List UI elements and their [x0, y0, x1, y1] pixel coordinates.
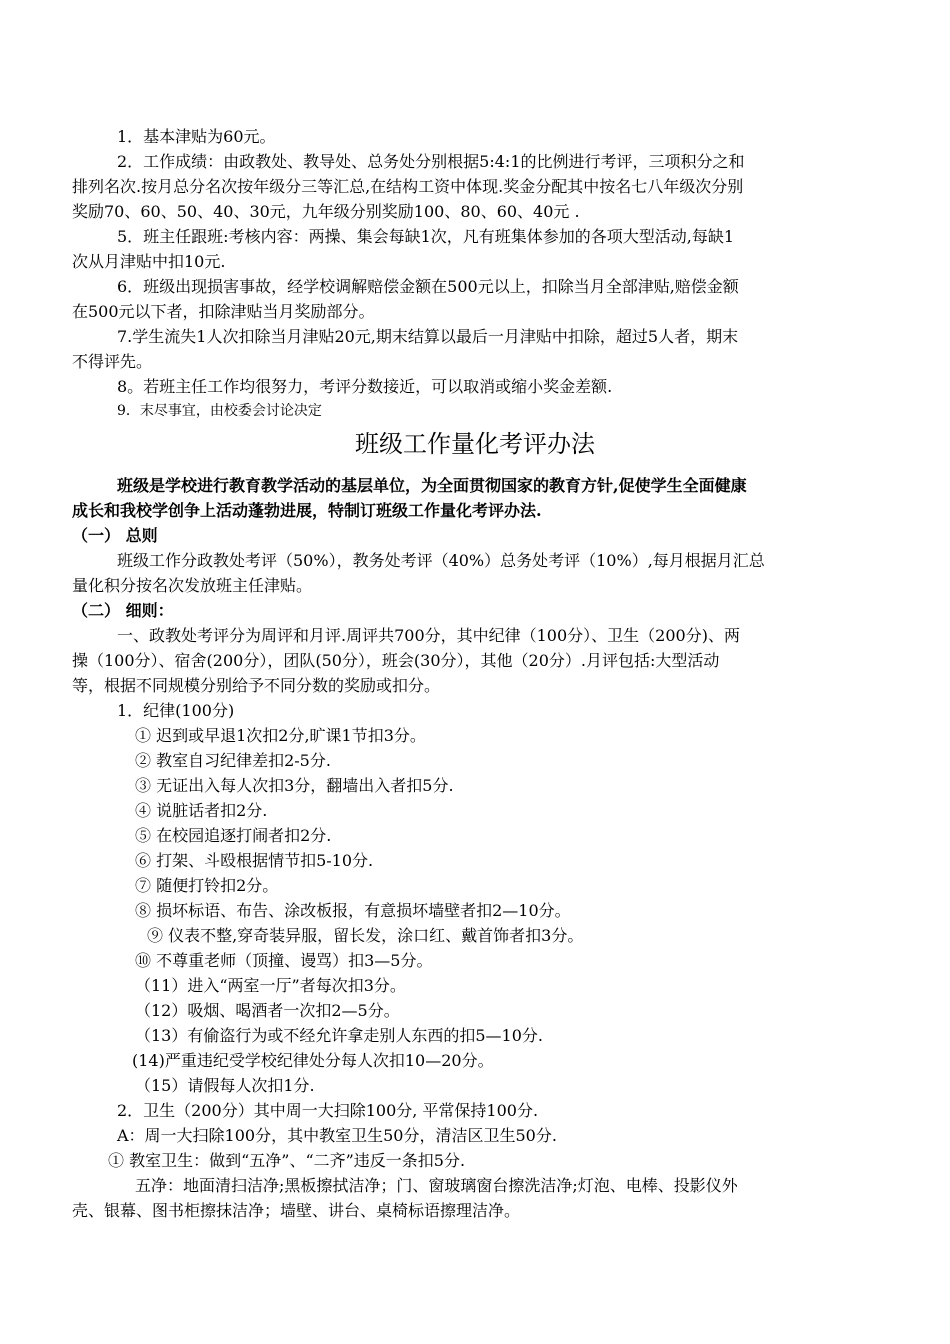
discipline-item: ⑨ 仪表不整,穿奇装异服，留长发，涂口红、戴首饰者扣3分。 [147, 926, 584, 945]
paragraph-line: 一、政教处考评分为周评和月评.周评共700分，其中纪律（100分）、卫生（200分)、两 [117, 626, 740, 645]
paragraph-line: 5．班主任跟班:考核内容：两操、集会每缺1次，凡有班集体参加的各项大型活动,每缺1 [117, 227, 735, 246]
paragraph-line: 次从月津贴中扣10元. [72, 252, 226, 271]
discipline-item: ⑥ 打架、斗殴根据情节扣5-10分. [135, 851, 374, 870]
paragraph-line: 6．班级出现损害事故，经学校调解赔偿金额在500元以上，扣除当月全部津贴,赔偿金额 [117, 277, 739, 296]
paragraph-line: 奖励70、60、50、40、30元，九年级分别奖励100、80、60、40元 . [72, 202, 580, 221]
intro-line: 成长和我校学创争上活动蓬勃进展，特制订班级工作量化考评办法. [72, 501, 542, 520]
paragraph-line: 在500元以下者，扣除津贴当月奖励部分。 [72, 302, 375, 321]
discipline-item: （12）吸烟、喝酒者一次扣2—5分。 [135, 1001, 400, 1020]
discipline-item: ⑦ 随便打铃扣2分。 [135, 876, 279, 895]
paragraph-line: 操（100分）、宿舍(200分），团队(50分），班会(30分），其他（20分）.月评包括:大型活动 [72, 651, 720, 670]
discipline-item: ① 迟到或早退1次扣2分,旷课1节扣3分。 [135, 726, 426, 745]
discipline-item: ④ 说脏话者扣2分. [135, 801, 268, 820]
discipline-item: ⑩ 不尊重老师（顶撞、谩骂）扣3—5分。 [135, 951, 433, 970]
hygiene-line: 五净：地面清扫洁净;黑板擦拭洁净；门、窗玻璃窗台擦洗洁净;灯泡、电棒、投影仪外 [135, 1176, 738, 1195]
discipline-item: (14)严重违纪受学校纪律处分每人次扣10—20分。 [132, 1051, 494, 1070]
discipline-item: ③ 无证出入每人次扣3分，翻墙出入者扣5分. [135, 776, 454, 795]
paragraph-line: 排列名次.按月总分名次按年级分三等汇总,在结构工资中体现.奖金分配其中按名七八年级次分别 [72, 177, 744, 196]
paragraph-line: 不得评先。 [72, 352, 153, 371]
section-heading-details: （二） 细则： [72, 601, 174, 620]
hygiene-line: A：周一大扫除100分，其中教室卫生50分，清洁区卫生50分. [117, 1126, 557, 1145]
discipline-item: ⑧ 损坏标语、布告、涂改板报，有意损坏墙壁者扣2—10分。 [135, 901, 571, 920]
paragraph-line: 9．末尽事宜，由校委会讨论决定 [117, 403, 322, 419]
intro-line: 班级是学校进行教育教学活动的基层单位，为全面贯彻国家的教育方针,促使学生全面健康 [117, 476, 747, 495]
hygiene-heading: 2．卫生（200分）其中周一大扫除100分, 平常保持100分. [117, 1101, 539, 1120]
paragraph-line: 班级工作分政教处考评（50%），教务处考评（40%）总务处考评（10%）,每月根据月汇总 [117, 551, 765, 570]
hygiene-line: ① 教室卫生：做到“五净”、“二齐”违反一条扣5分. [108, 1151, 466, 1170]
paragraph-line: 7.学生流失1人次扣除当月津贴20元,期末结算以最后一月津贴中扣除，超过5人者，期末 [117, 327, 739, 346]
hygiene-line: 壳、银幕、图书柜擦抹洁净；墙壁、讲台、桌椅标语擦理洁净。 [72, 1201, 521, 1220]
paragraph-line: 8。若班主任工作均很努力，考评分数接近，可以取消或缩小奖金差额. [117, 377, 613, 396]
discipline-item: ② 教室自习纪律差扣2-5分. [135, 751, 331, 770]
discipline-item: （11）进入“两室一厅”者每次扣3分。 [135, 976, 406, 995]
paragraph-line: 量化积分按名次发放班主任津贴。 [72, 576, 313, 595]
discipline-item: ⑤ 在校园追逐打闹者扣2分. [135, 826, 332, 845]
discipline-item: （13）有偷盗行为或不经允许拿走别人东西的扣5—10分. [135, 1026, 543, 1045]
discipline-item: （15）请假每人次扣1分. [135, 1076, 315, 1095]
discipline-heading: 1．纪律(100分) [117, 701, 235, 720]
paragraph-line: 等，根据不同规模分别给予不同分数的奖励或扣分。 [72, 676, 441, 695]
paragraph-line: 1．基本津贴为60元。 [117, 127, 276, 146]
paragraph-line: 2．工作成绩：由政教处、教导处、总务处分别根据5:4:1的比例进行考评，三项积分之和 [117, 152, 745, 171]
section-heading-general: （一） 总则 [72, 526, 158, 545]
document-title: 班级工作量化考评办法 [355, 430, 595, 458]
